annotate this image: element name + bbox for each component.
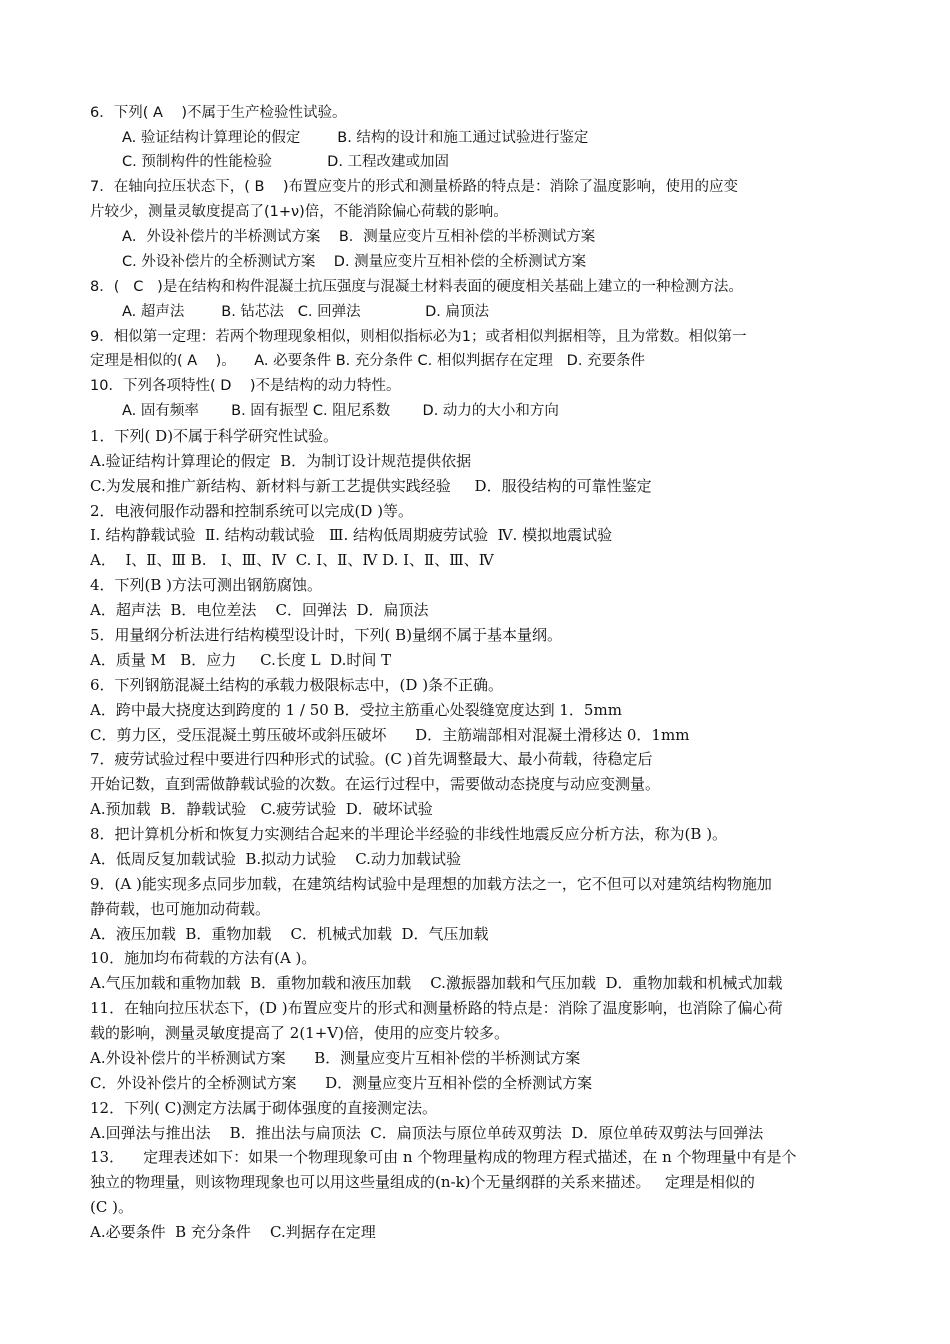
text-line: 9．(A )能实现多点同步加载，在建筑结构试验中是理想的加载方法之一，它不但可以对建筑结构物施加	[90, 875, 772, 893]
text-line: A.回弹法与推出法 B．推出法与扁顶法 C．扁顶法与原位单砖双剪法 D．原位单砖双剪法与回弹法	[90, 1124, 764, 1142]
text-line: C．剪力区，受压混凝土剪压破坏或斜压破坏 D．主筋端部相对混凝土滑移达 0．1mm	[90, 726, 690, 744]
text-line: 静荷载，也可施加动荷载。	[90, 900, 271, 918]
text-line: A. 固有频率 B. 固有振型 C. 阻尼系数 D. 动力的大小和方向	[122, 403, 559, 419]
text-line: 7．疲劳试验过程中要进行四种形式的试验。(C )首先调整最大、最小荷载，待稳定后	[90, 750, 653, 768]
text-line: A．液压加载 B．重物加载 C．机械式加载 D．气压加载	[90, 925, 489, 943]
text-line: A.必要条件 B 充分条件 C.判据存在定理	[90, 1223, 376, 1241]
text-line: 12．下列( C)测定方法属于砌体强度的直接测定法。	[90, 1099, 438, 1117]
text-line: 7．在轴向拉压状态下，( B )布置应变片的形式和测量桥路的特点是：消除了温度影响，使用的应变	[90, 179, 739, 195]
text-line: A．低周反复加载试验 B.拟动力试验 C.动力加载试验	[90, 850, 461, 868]
text-line: A. 超声法 B. 钻芯法 C. 回弹法 D. 扁顶法	[122, 304, 490, 320]
text-line: 载的影响，测量灵敏度提高了 2(1+V)倍，使用的应变片较多。	[90, 1024, 509, 1042]
text-line: A．跨中最大挠度达到跨度的 1 / 50 B．受拉主筋重心处裂缝宽度达到 1．5mm	[90, 701, 622, 719]
text-line: 11．在轴向拉压状态下，(D )布置应变片的形式和测量桥路的特点是：消除了温度影响，也消除了偏心荷	[90, 999, 783, 1017]
text-line: 10．施加均布荷载的方法有(A )。	[90, 949, 317, 967]
text-line: 4．下列(B )方法可测出钢筋腐蚀。	[90, 576, 323, 594]
text-line: 1．下列( D)不属于科学研究性试验。	[90, 427, 339, 445]
text-line: C. 外设补偿片的全桥测试方案 D. 测量应变片互相补偿的全桥测试方案	[122, 254, 587, 270]
text-line: A.验证结构计算理论的假定 B．为制订设计规范提供依据	[90, 452, 472, 470]
text-line: 10．下列各项特性( D )不是结构的动力特性。	[90, 378, 401, 394]
text-line: A．外设补偿片的半桥测试方案 B．测量应变片互相补偿的半桥测试方案	[122, 229, 596, 245]
text-line: 6．下列( A )不属于生产检验性试验。	[90, 105, 347, 121]
text-line: 8．把计算机分析和恢复力实测结合起来的半理论半经验的非线性地震反应分析方法，称为(B )。	[90, 825, 728, 843]
text-line: 独立的物理量，则该物理现象也可以用这些量组成的(n-k)个无量纲群的关系来描述。 定理是相似的	[90, 1173, 755, 1191]
text-line: 9．相似第一定理：若两个物理现象相似，则相似指标必为1；或者相似判据相等，且为常数。相似第一	[90, 329, 747, 345]
text-line: 6．下列钢筋混凝土结构的承载力极限标志中，(D )条不正确。	[90, 676, 504, 694]
text-line: (C )。	[90, 1198, 133, 1216]
text-line: 13． 定理表述如下：如果一个物理现象可由 n 个物理量构成的物理方程式描述，在 n 个物理量中有是个	[90, 1148, 797, 1166]
text-line: A.外设补偿片的半桥测试方案 B．测量应变片互相补偿的半桥测试方案	[90, 1049, 581, 1067]
text-line: C. 预制构件的性能检验 D. 工程改建或加固	[122, 154, 450, 170]
text-line: 8．( C )是在结构和构件混凝土抗压强度与混凝土材料表面的硬度相关基础上建立的一种检测方法。	[90, 279, 743, 295]
text-line: 片较少，测量灵敏度提高了(1+ν)倍，不能消除偏心荷载的影响。	[90, 204, 508, 220]
text-line: A．超声法 B．电位差法 C．回弹法 D．扁顶法	[90, 601, 429, 619]
text-line: Ⅰ. 结构静载试验 Ⅱ. 结构动载试验 Ⅲ. 结构低周期疲劳试验 Ⅳ. 模拟地震试验	[90, 526, 613, 544]
text-line: A. 验证结构计算理论的假定 B. 结构的设计和施工通过试验进行鉴定	[122, 130, 589, 146]
text-line: 定理是相似的( A )。 A. 必要条件 B. 充分条件 C. 相似判据存在定理 D. 充要条件	[90, 353, 646, 369]
text-line: C．外设补偿片的全桥测试方案 D．测量应变片互相补偿的全桥测试方案	[90, 1074, 593, 1092]
text-line: 开始记数，直到需做静载试验的次数。在运行过程中，需要做动态挠度与动应变测量。	[90, 775, 661, 793]
text-line: A.预加载 B．静载试验 C.疲劳试验 D．破坏试验	[90, 800, 433, 818]
text-line: 5．用量纲分析法进行结构模型设计时，下列( B)量纲不属于基本量纲。	[90, 626, 563, 644]
text-line: A．质量 M B．应力 C.长度 L D.时间 T	[90, 651, 392, 669]
text-line: A.气压加载和重物加载 B．重物加载和液压加载 C.激振器加载和气压加载 D．重物加载和机械式加载	[90, 974, 783, 992]
text-line: C.为发展和推广新结构、新材料与新工艺提供实践经验 D．服役结构的可靠性鉴定	[90, 477, 652, 495]
text-line: 2．电液伺服作动器和控制系统可以完成(D )等。	[90, 502, 414, 520]
text-line: A． Ⅰ、Ⅱ、Ⅲ B. Ⅰ、Ⅲ、Ⅳ C. Ⅰ、Ⅱ、Ⅳ D. Ⅰ、Ⅱ、Ⅲ、Ⅳ	[90, 551, 494, 569]
